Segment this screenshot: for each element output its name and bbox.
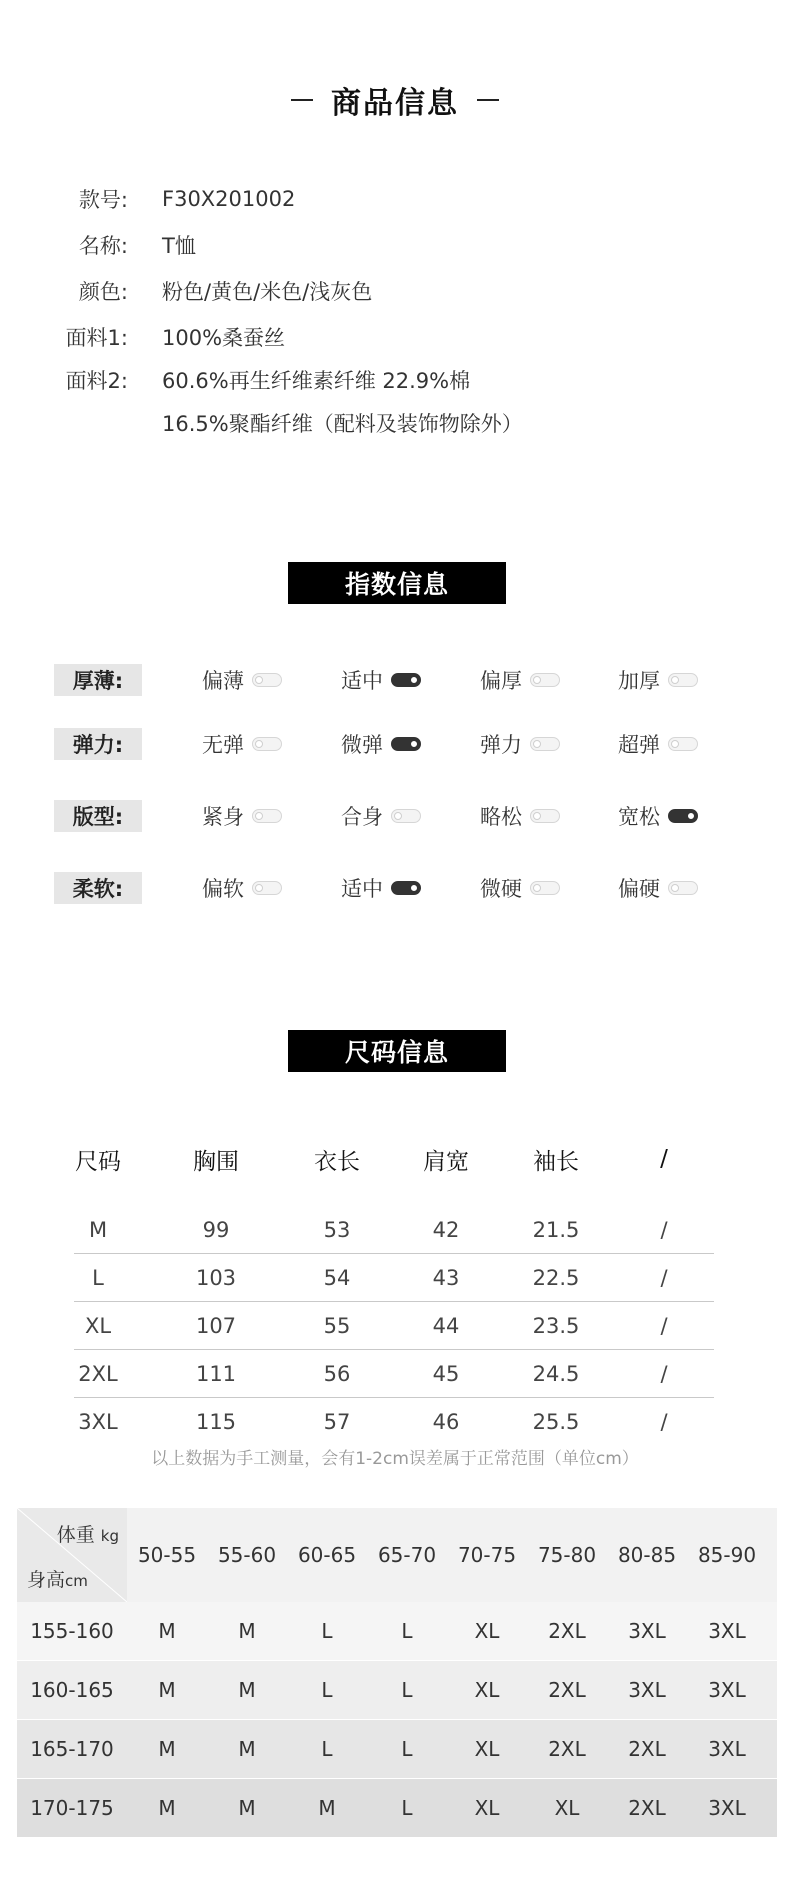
index-option [480, 872, 560, 904]
table-row [17, 1720, 777, 1778]
index-option [341, 664, 421, 696]
index-option [618, 728, 698, 760]
index-option [202, 728, 282, 760]
toggle-off-icon [530, 881, 560, 895]
size-table-cell: 43 [432, 1265, 460, 1290]
index-option [202, 800, 282, 832]
height-range-cell: 155-160 [30, 1619, 114, 1643]
weight-range-header: 60-65 [297, 1543, 357, 1567]
size-table-cell: / [660, 1410, 668, 1434]
height-range-cell: 170-175 [30, 1796, 114, 1820]
recommended-size-cell: L [401, 1796, 413, 1820]
size-table-header-cell: 袖长 [533, 1148, 579, 1175]
toggle-off-icon [530, 673, 560, 687]
info-value: 100%桑蚕丝 [162, 326, 286, 350]
height-range-cell: 160-165 [30, 1678, 114, 1702]
recommended-size-cell: M [238, 1796, 256, 1820]
size-table-cell: 111 [195, 1361, 237, 1386]
index-row [0, 664, 790, 696]
size-table-header [74, 1134, 714, 1184]
size-info-title: 尺码信息 [288, 1030, 506, 1072]
toggle-off-icon [530, 737, 560, 751]
index-option [202, 664, 282, 696]
corner-height-unit: cm [65, 1572, 88, 1590]
toggle-off-icon [668, 737, 698, 751]
toggle-off-icon [252, 881, 282, 895]
height-range-cell: 165-170 [30, 1737, 114, 1761]
recommended-size-cell: M [158, 1737, 176, 1761]
recommended-size-cell: XL [554, 1796, 580, 1820]
recommended-size-cell: L [321, 1619, 333, 1643]
table-row [74, 1254, 714, 1302]
size-table-cell: 46 [432, 1410, 460, 1434]
info-value: 60.6%再生纤维素纤维 22.9%棉 [162, 369, 471, 393]
toggle-off-icon [252, 809, 282, 823]
info-value: 粉色/黄色/米色/浅灰色 [162, 280, 373, 304]
size-table-cell: 107 [195, 1313, 237, 1338]
size-table-cell: 3XL [78, 1410, 118, 1434]
recommended-size-cell: L [401, 1737, 413, 1761]
corner-height-text: 身高 [27, 1569, 66, 1591]
weight-header-row [17, 1508, 777, 1602]
weight-range-header: 50-55 [137, 1543, 197, 1567]
table-row [74, 1350, 714, 1398]
recommended-size-cell: L [321, 1737, 333, 1761]
table-row [17, 1602, 777, 1660]
product-info-header [0, 78, 790, 122]
info-row-name [0, 228, 790, 262]
index-option-label: 适中 [341, 669, 383, 693]
size-table-cell: 24.5 [532, 1361, 580, 1386]
toggle-off-icon [530, 809, 560, 823]
size-table-cell: 54 [323, 1265, 351, 1290]
index-row-label: 版型: [54, 800, 142, 832]
corner-height-label [27, 1565, 88, 1592]
toggle-on-icon [391, 737, 421, 751]
index-option-label: 偏薄 [202, 669, 244, 693]
size-table-cell: 99 [202, 1217, 230, 1242]
weight-range-header: 80-85 [617, 1543, 677, 1567]
measurement-note: 以上数据为手工测量，会有1-2cm误差属于正常范围（单位cm） [151, 1449, 639, 1469]
title-dash-left [291, 99, 313, 101]
size-table-cell: / [660, 1313, 668, 1338]
size-table-header-cell: 胸围 [193, 1148, 239, 1175]
weight-range-header: 65-70 [377, 1543, 437, 1567]
recommended-size-cell: 3XL [708, 1737, 746, 1761]
info-value: T恤 [162, 234, 196, 258]
toggle-on-icon [391, 881, 421, 895]
recommended-size-cell: 3XL [628, 1619, 666, 1643]
index-option [480, 728, 560, 760]
info-label: 名称: [78, 234, 128, 258]
index-option [341, 728, 421, 760]
size-table-cell: 55 [323, 1313, 351, 1338]
index-option [618, 664, 698, 696]
product-info-title: 商品信息 [331, 86, 459, 121]
index-option-label: 弹力 [480, 733, 522, 757]
info-label: 面料2: [65, 369, 128, 393]
info-row-color [0, 274, 790, 308]
recommended-size-cell: M [158, 1619, 176, 1643]
index-row [0, 872, 790, 904]
index-option-label: 适中 [341, 877, 383, 901]
corner-cell [17, 1508, 127, 1602]
recommended-size-cell: 3XL [628, 1678, 666, 1702]
size-table-cell: 57 [323, 1410, 351, 1434]
size-table-cell: 25.5 [532, 1410, 580, 1434]
index-option-label: 微弹 [341, 733, 383, 757]
size-table-header-cell: 肩宽 [423, 1148, 469, 1175]
index-option [618, 800, 698, 832]
table-row [17, 1779, 777, 1837]
index-option-label: 偏硬 [618, 877, 660, 901]
table-row [74, 1398, 714, 1446]
info-value: F30X201002 [162, 187, 296, 211]
recommended-size-cell: 3XL [708, 1678, 746, 1702]
index-option-label: 偏软 [202, 877, 244, 901]
toggle-off-icon [668, 673, 698, 687]
recommended-size-cell: XL [474, 1796, 500, 1820]
recommended-size-cell: M [318, 1796, 336, 1820]
index-option [480, 664, 560, 696]
index-row [0, 728, 790, 760]
index-option [341, 800, 421, 832]
recommended-size-cell: 3XL [708, 1619, 746, 1643]
size-table-cell: 42 [432, 1217, 460, 1242]
size-table-header-cell: / [660, 1146, 668, 1172]
recommended-size-cell: 2XL [548, 1619, 586, 1643]
corner-weight-label [57, 1520, 119, 1547]
index-option-label: 紧身 [202, 805, 244, 829]
recommended-size-cell: 2XL [548, 1737, 586, 1761]
info-row-fabric-2 [0, 363, 790, 397]
index-option-label: 微硬 [480, 877, 522, 901]
weight-range-header: 55-60 [217, 1543, 277, 1567]
index-row-label: 弹力: [54, 728, 142, 760]
recommended-size-cell: XL [474, 1619, 500, 1643]
weight-range-header: 70-75 [457, 1543, 517, 1567]
index-option-label: 略松 [480, 805, 522, 829]
size-table-cell: / [660, 1217, 668, 1242]
recommended-size-cell: L [401, 1619, 413, 1643]
size-table-cell: 56 [323, 1361, 351, 1386]
size-table-cell: 22.5 [532, 1265, 580, 1290]
size-table-cell: M [88, 1217, 108, 1242]
recommended-size-cell: 2XL [628, 1796, 666, 1820]
toggle-on-icon [668, 809, 698, 823]
toggle-off-icon [391, 809, 421, 823]
index-option-label: 加厚 [618, 669, 660, 693]
size-table-cell: L [92, 1265, 104, 1290]
recommended-size-cell: M [238, 1678, 256, 1702]
info-row-style-no [0, 182, 790, 216]
table-row [74, 1302, 714, 1350]
weight-height-table [17, 1508, 777, 1840]
recommended-size-cell: M [158, 1678, 176, 1702]
size-table-cell: / [660, 1361, 668, 1386]
size-table-cell: / [660, 1265, 668, 1290]
toggle-off-icon [252, 737, 282, 751]
recommended-size-cell: 2XL [628, 1737, 666, 1761]
index-option-label: 超弹 [618, 733, 660, 757]
size-table-cell: 53 [323, 1217, 351, 1242]
recommended-size-cell: M [238, 1737, 256, 1761]
size-table-cell: 2XL [78, 1361, 118, 1386]
recommended-size-cell: XL [474, 1678, 500, 1702]
index-row-label: 厚薄: [54, 664, 142, 696]
index-option [480, 800, 560, 832]
size-table-cell: 103 [195, 1265, 237, 1290]
info-label: 款号: [78, 188, 128, 212]
index-row-label: 柔软: [54, 872, 142, 904]
size-table-header-cell: 衣长 [314, 1148, 360, 1175]
size-table-cell: 44 [432, 1313, 460, 1338]
toggle-off-icon [252, 673, 282, 687]
size-table-cell: XL [84, 1313, 112, 1338]
recommended-size-cell: M [238, 1619, 256, 1643]
recommended-size-cell: 3XL [708, 1796, 746, 1820]
corner-weight-text: 体重 [56, 1524, 95, 1546]
size-table-cell: 21.5 [532, 1217, 580, 1242]
toggle-on-icon [391, 673, 421, 687]
size-table-cell: 45 [432, 1361, 460, 1386]
index-option-label: 宽松 [618, 805, 660, 829]
info-row-fabric-2-cont [0, 406, 790, 440]
size-table-cell: 115 [195, 1410, 237, 1434]
weight-range-header: 75-80 [537, 1543, 597, 1567]
toggle-off-icon [668, 881, 698, 895]
recommended-size-cell: M [158, 1796, 176, 1820]
recommended-size-cell: L [401, 1678, 413, 1702]
info-label: 颜色: [78, 280, 128, 304]
table-row [74, 1206, 714, 1254]
index-option [618, 872, 698, 904]
recommended-size-cell: XL [474, 1737, 500, 1761]
info-value: 16.5%聚酯纤维（配料及装饰物除外） [162, 412, 523, 436]
index-info-title: 指数信息 [288, 562, 506, 604]
title-dash-right [477, 99, 499, 101]
size-table-header-cell: 尺码 [75, 1148, 121, 1175]
recommended-size-cell: L [321, 1678, 333, 1702]
index-option [202, 872, 282, 904]
index-option-label: 无弹 [202, 733, 244, 757]
size-table-cell: 23.5 [532, 1313, 580, 1338]
weight-range-header: 85-90 [697, 1543, 757, 1567]
index-option-label: 偏厚 [480, 669, 522, 693]
info-row-fabric-1 [0, 320, 790, 354]
index-row [0, 800, 790, 832]
index-option-label: 合身 [341, 805, 383, 829]
info-label: 面料1: [65, 326, 128, 350]
index-option [341, 872, 421, 904]
table-row [17, 1661, 777, 1719]
corner-weight-unit: kg [100, 1527, 119, 1545]
recommended-size-cell: 2XL [548, 1678, 586, 1702]
